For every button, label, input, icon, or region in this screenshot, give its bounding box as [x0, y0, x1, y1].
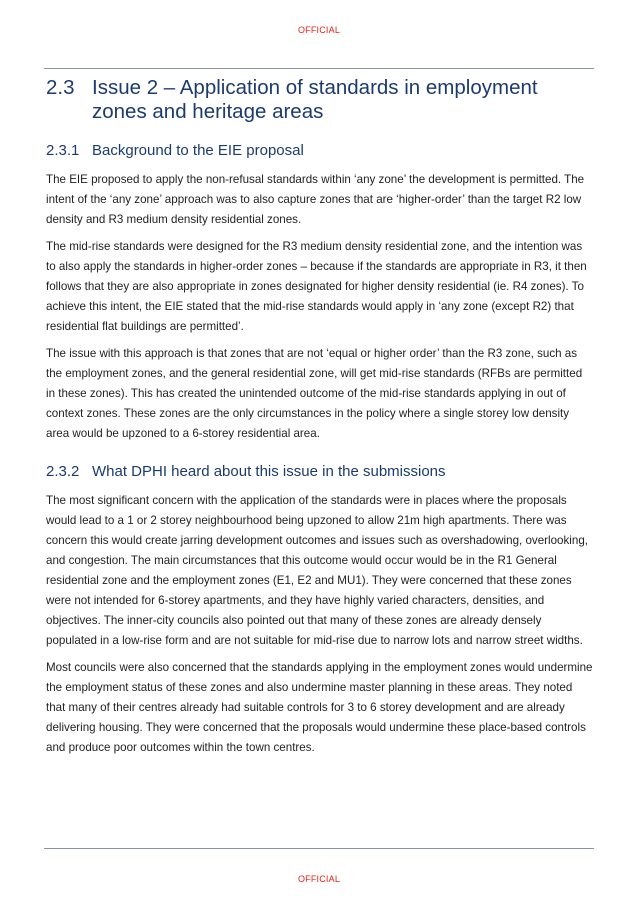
- section-heading: [46, 76, 594, 124]
- subsection-heading: [46, 462, 594, 481]
- paragraph: The issue with this approach is that zones that are not ‘equal or higher order’ than the R3 zone, such as the employment zones, and the general residential zone, will get mid-rise standards (RFBs are permitted in these zones). This has created the unintended outcome of the mid-rise standards applying in out of context zones. These zones are the only circumstances in the policy where a single storey low density area would be upzoned to a 6-storey residential area.: [46, 347, 583, 440]
- subsection-background: [46, 141, 594, 444]
- subsection-number: 2.3.2: [46, 463, 80, 480]
- paragraph: The EIE proposed to apply the non-refusal standards within ‘any zone’ the development is permitted. The intent of the ‘any zone’ approach was to also capture zones that are ‘higher-order’ than the target R2 low density and R3 medium density residential zones.: [46, 173, 585, 226]
- section-number: 2.3: [46, 76, 75, 99]
- section-title: Issue 2 – Application of standards in employment zones and heritage areas: [92, 76, 538, 123]
- paragraph: The mid-rise standards were designed for the R3 medium density residential zone, and the intention was to also apply the standards in higher-order zones – because if the standards are appropriate in R3, it then follows that they are also appropriate in zones designated for higher density residential (ie. R4 zones). To achieve this intent, the EIE stated that the mid-rise standards would apply in ‘any zone (except R2) that residential flat buildings are permitted’.: [46, 240, 587, 333]
- paragraph: Most councils were also concerned that the standards applying in the employment zones would undermine the employment status of these zones and also undermine master planning in these areas. They noted that many of their centres already had suitable controls for 3 to 6 storey development and are already delivering housing. They were concerned that the proposals would undermine these place-based controls and produce poor outcomes within the town centres.: [46, 661, 593, 754]
- subsection-number: 2.3.1: [46, 142, 80, 159]
- subsection-submissions: [46, 462, 594, 758]
- subsection-title: What DPHI heard about this issue in the submissions: [92, 463, 446, 480]
- footer-divider: [44, 848, 594, 849]
- paragraph: The most significant concern with the application of the standards were in places where the proposals would lead to a 1 or 2 storey neighbourhood being upzoned to allow 21m high apartments. There was concern this would create jarring development outcomes and issues such as overshadowing, overlooking, and congestion. The main circumstances that this outcome would occur would be in the R1 General residential zone and the employment zones (E1, E2 and MU1). They were concerned that these zones were not intended for 6-storey apartments, and they have highly varied characters, densities, and objectives. The inner-city councils also pointed out that many of these zones are already densely populated in a low-rise form and are not suitable for mid-rise due to narrow lots and narrow street widths.: [46, 494, 588, 647]
- header-divider: [44, 68, 594, 69]
- subsection-title: Background to the EIE proposal: [92, 142, 304, 159]
- security-marking-header: OFFICIAL: [297, 25, 341, 35]
- subsection-heading: [46, 141, 594, 160]
- security-marking-footer: OFFICIAL: [297, 874, 341, 884]
- document-body: [46, 76, 594, 765]
